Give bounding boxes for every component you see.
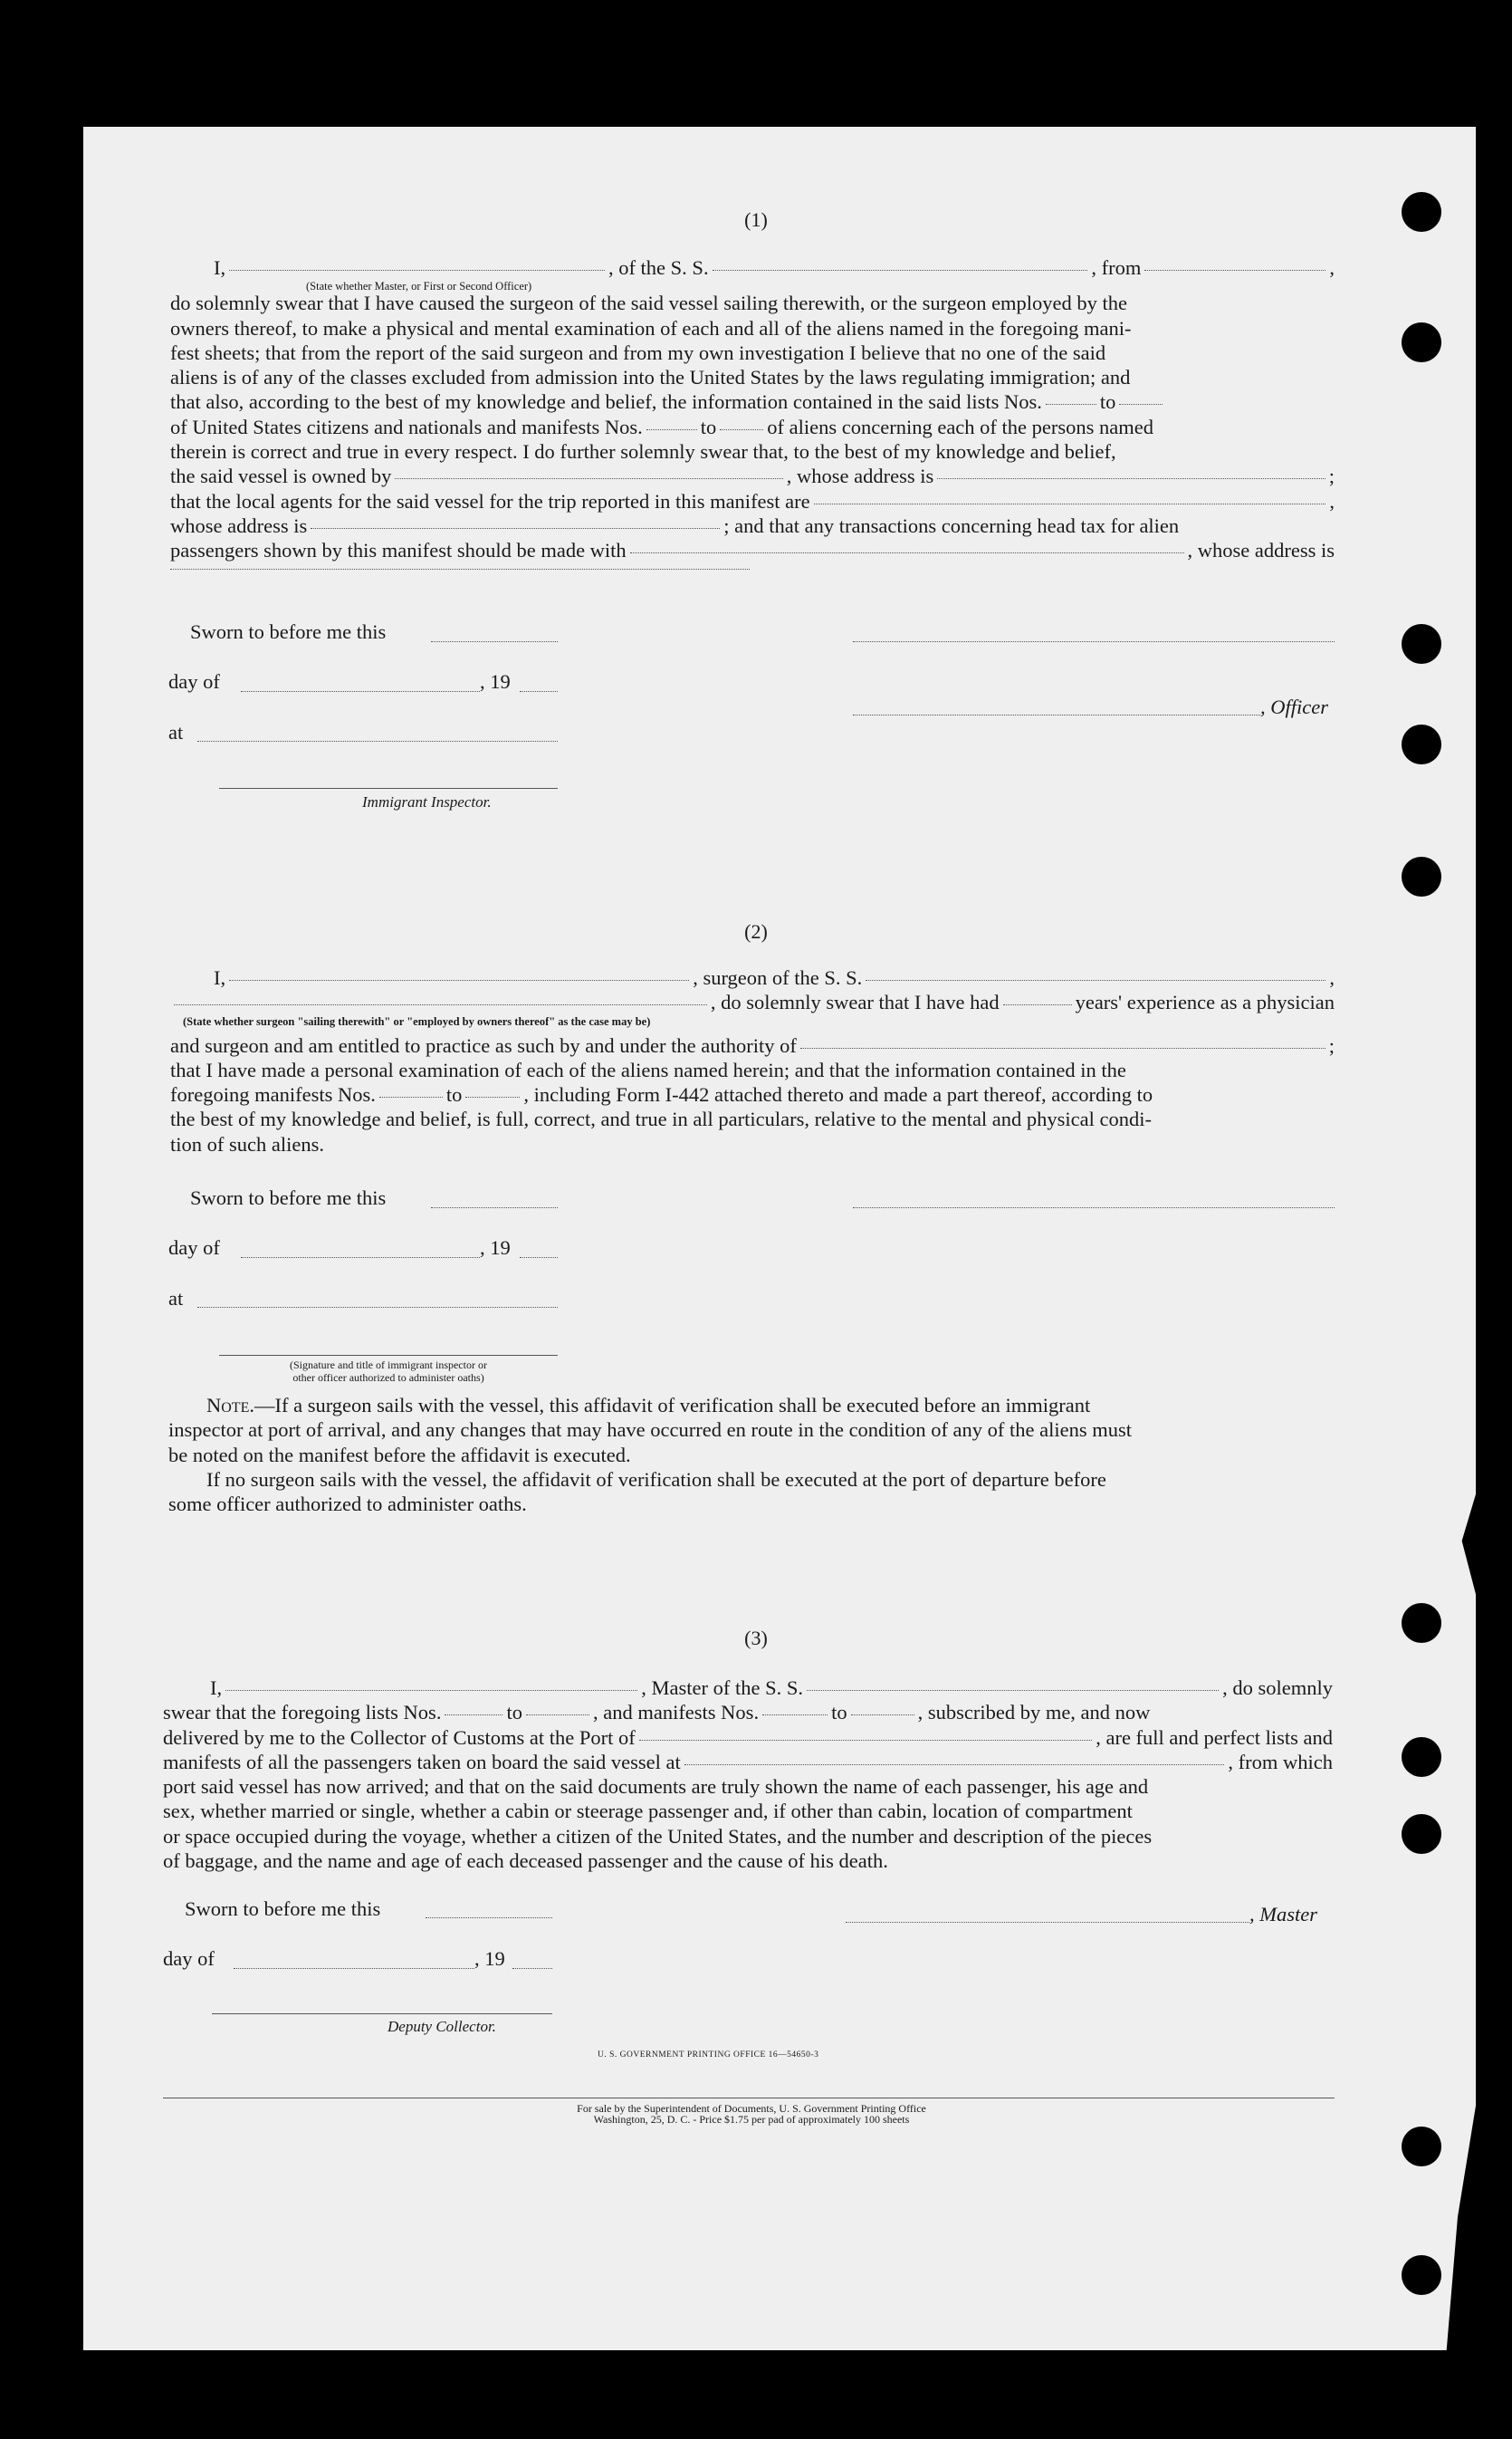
authority-field[interactable] xyxy=(800,1048,1325,1049)
agent-address-field[interactable] xyxy=(311,528,720,529)
s2-line-4: that I have made a personal examination of each of the aliens named herein; and that the information contained in the xyxy=(170,1058,1126,1081)
s2-authority: and surgeon and am entitled to practice as such by and under the authority of xyxy=(170,1033,797,1057)
s3-list-from-field[interactable] xyxy=(445,1714,502,1715)
years-experience-field[interactable] xyxy=(1003,1004,1072,1005)
s3-from-which: , from which xyxy=(1228,1750,1333,1773)
s2-line-6: the best of my knowledge and belief, is full, correct, and true in all particulars, relative to the mental and physical condi- xyxy=(170,1108,1153,1131)
section-2-number: (2) xyxy=(744,920,768,943)
note-line-2: inspector at port of arrival, and any changes that may have occurred en route in the condition of any of the aliens must xyxy=(168,1418,1133,1442)
s3-full-perfect: , are full and perfect lists and xyxy=(1096,1725,1333,1749)
s2-line-7: tion of such aliens. xyxy=(170,1132,324,1156)
punch-hole xyxy=(1402,2127,1441,2166)
s1-day-field[interactable] xyxy=(241,691,480,692)
s1-at-field[interactable] xyxy=(197,741,558,742)
punch-hole xyxy=(1402,725,1441,764)
section-3-oath xyxy=(163,1676,1333,1873)
s1-of-ss: , of the S. S. xyxy=(608,256,709,279)
s2-surgeon-signature-field[interactable] xyxy=(853,1207,1335,1208)
s3-subscribed: , subscribed by me, and now xyxy=(917,1701,1151,1724)
gpo-imprint: U. S. GOVERNMENT PRINTING OFFICE 16—54650-3 xyxy=(598,2050,819,2060)
s3-manifests: , and manifests Nos. xyxy=(592,1701,760,1724)
s3-day-of: day of xyxy=(163,1947,215,1970)
s2-semicolon: ; xyxy=(1328,1033,1335,1057)
s1-inspector-label: Immigrant Inspector. xyxy=(362,793,492,811)
s2-manifest-to-field[interactable] xyxy=(465,1097,520,1098)
sale-line-1: For sale by the Superintendent of Documents, U. S. Government Printing Office xyxy=(577,2102,926,2115)
s3-i: I, xyxy=(210,1676,223,1699)
s2-caption-line-1: (Signature and title of immigrant inspector or xyxy=(290,1359,487,1371)
s1-state-whether: (State whether Master, or First or Second Officer) xyxy=(306,280,532,293)
surgeon-status-field[interactable] xyxy=(174,1004,707,1005)
manifest-from-field[interactable] xyxy=(646,429,697,430)
s1-inspector-signature-field[interactable] xyxy=(219,788,558,789)
s3-master-label: , Master xyxy=(1249,1903,1317,1925)
s3-lists: swear that the foregoing lists Nos. xyxy=(163,1701,442,1724)
s1-from: , from xyxy=(1091,256,1142,279)
s2-surgeon-of: , surgeon of the S. S. xyxy=(693,966,863,989)
head-tax-contact-field[interactable] xyxy=(630,552,1184,553)
s1-at: at xyxy=(168,721,184,744)
s3-vessel-field[interactable] xyxy=(807,1690,1219,1691)
s1-owned-by: the said vessel is owned by xyxy=(170,465,392,488)
s3-to-2: to xyxy=(831,1701,847,1724)
list-to-field[interactable] xyxy=(1119,404,1163,405)
s3-master-signature-field[interactable] xyxy=(846,1922,1249,1923)
s3-do-solemnly: , do solemnly xyxy=(1222,1676,1333,1699)
punch-hole xyxy=(1402,1814,1441,1854)
s2-day-of: day of xyxy=(168,1236,220,1259)
s1-whose-address-is: , whose address is xyxy=(1187,539,1335,562)
s1-line-2: owners thereof, to make a physical and mental examination of each and all of the aliens named in the foregoing mani- xyxy=(170,316,1132,340)
s2-caption-line-2: other officer authorized to administer oaths) xyxy=(292,1371,484,1384)
manifest-to-field[interactable] xyxy=(720,429,763,430)
s2-state-whether: (State whether surgeon "sailing therewith" or "employed by owners thereof" as the case may be) xyxy=(183,1014,651,1028)
s3-sworn: Sworn to before me this xyxy=(185,1897,381,1920)
sale-line-2: Washington, 25, D. C. - Price $1.75 per pad of approximately 100 sheets xyxy=(593,2113,910,2126)
s1-to: to xyxy=(700,415,717,438)
s1-agent-address: whose address is xyxy=(170,514,308,537)
s1-officer-label: , Officer xyxy=(1260,696,1328,718)
s1-line-4: aliens is of any of the classes excluded from admission into the United States by the laws regulating immigration; and xyxy=(170,366,1131,389)
s3-collector: delivered by me to the Collector of Customs at the Port of xyxy=(163,1725,636,1749)
s1-to: to xyxy=(1099,390,1116,414)
punch-hole xyxy=(1402,1737,1441,1777)
s3-sworn-date-field[interactable] xyxy=(426,1917,552,1918)
s1-line-5: that also, according to the best of my knowledge and belief, the information contained in the said lists Nos. xyxy=(170,390,1042,414)
punch-hole xyxy=(1402,2255,1441,2295)
note-line-3: be noted on the manifest before the affidavit is executed. xyxy=(168,1443,631,1466)
s2-manifest-from-field[interactable] xyxy=(379,1097,443,1098)
s2-sworn-date-field[interactable] xyxy=(431,1207,558,1208)
s2-vessel-field[interactable] xyxy=(866,980,1325,981)
s2-at-field[interactable] xyxy=(197,1307,558,1308)
s2-manifests: foregoing manifests Nos. xyxy=(170,1083,376,1107)
s1-line-1: do solemnly swear that I have caused the surgeon of the said vessel sailing therewith, or the surgeon employed by the xyxy=(170,292,1128,315)
note-line-5: some officer authorized to administer oaths. xyxy=(168,1493,527,1516)
s2-i: I, xyxy=(214,966,226,989)
s3-to: to xyxy=(506,1701,522,1724)
departure-port-field[interactable] xyxy=(1144,270,1325,271)
section-1-oath: I, , of the S. S. , from , (State whether Master, or First or Second Officer) do solemnly swear that I have caused the surgeon of the said vessel sailing therewith, or the surgeon employed by the owners thereof, to make a physical and mental examination of each and all of the aliens named in the foregoing mani- fest sheets; that from the report of the said surgeon and from my own investigation I believe that no one of the said aliens is of any of the classes excluded from admission into the United States by the laws regulating immigration; and that also, according to the best of my knowledge and belief, the information contained in the said lists Nos. to of United States citizens and nationals and manifests Nos. to of aliens concerning each of the persons named therein is correct and true in every respect. I do further solemnly swear that, to the best of my knowledge and belief, the said vessel is owned by , whose address is ; that the local agents for the said vessel for the trip reported in this manifest are , whose address is ; and that any transactions concerning head tax for alien passengers shown by this manifest should be made with , whose address is xyxy=(170,255,1335,573)
s1-line-6: of United States citizens and nationals and manifests Nos. xyxy=(170,415,643,438)
section-1-number: (1) xyxy=(744,208,768,231)
s3-deputy-signature-field[interactable] xyxy=(212,2013,552,2014)
s3-manifest-to-field[interactable] xyxy=(851,1714,914,1715)
s1-line-6c: of aliens concerning each of the persons named xyxy=(767,415,1153,438)
s3-line-6: sex, whether married or single, whether a cabin or steerage passenger and, if other than cabin, location of compartment xyxy=(163,1800,1133,1823)
s1-day-of: day of xyxy=(168,670,220,693)
s1-comma: , xyxy=(1329,489,1335,513)
s3-year-field[interactable] xyxy=(512,1968,552,1969)
vessel-name-field[interactable] xyxy=(713,270,1088,271)
punch-hole xyxy=(1402,624,1441,664)
note-line-4: If no surgeon sails with the vessel, the affidavit of verification shall be executed at the port of departure before xyxy=(206,1467,1106,1491)
port-of-arrival-field[interactable] xyxy=(639,1740,1092,1741)
s1-i: I, xyxy=(214,256,226,279)
s2-do-swear: , do solemnly swear that I have had xyxy=(710,991,1000,1014)
s3-year: , 19 xyxy=(474,1947,505,1970)
list-from-field[interactable] xyxy=(1046,404,1096,405)
s2-day-field[interactable] xyxy=(241,1257,480,1258)
punch-hole xyxy=(1402,857,1441,897)
s2-signature-caption xyxy=(219,1359,558,1384)
owner-field[interactable] xyxy=(395,478,782,479)
head-tax-address-field[interactable] xyxy=(170,569,750,570)
section-3-number: (3) xyxy=(744,1627,768,1649)
master-name-field[interactable] xyxy=(225,1690,637,1691)
note-line-1: —If a surgeon sails with the vessel, this affidavit of verification shall be executed before an immigrant xyxy=(254,1394,1091,1416)
s3-line-5: port said vessel has now arrived; and that on the said documents are truly shown the name of each passenger, his age and xyxy=(163,1775,1149,1799)
s1-semicolon: ; xyxy=(1328,465,1335,488)
s2-at: at xyxy=(168,1287,184,1310)
s2-to: to xyxy=(445,1083,463,1107)
s2-year-field[interactable] xyxy=(520,1257,558,1258)
surgeon-name-field[interactable] xyxy=(229,980,689,981)
s2-inspector-signature-field[interactable] xyxy=(219,1355,558,1356)
section-2-oath: I, , surgeon of the S. S. , , do solemnly swear that I have had years' experience as a physician (State whether surgeon "sailing therewith" or "employed by owners thereof" as the case may be) and surgeon and am entitled to practice as such by and under the authority of ; that I have made a personal examination of each of the aliens named herein; and that the information contained in the foregoing manifests Nos. to , including Form I-442 attached thereto and made a part thereof, according to the best of my knowledge and belief, is full, correct, and true in all particulars, relative to the mental and physical condi- tion of such aliens. xyxy=(170,966,1335,1156)
s1-year-field[interactable] xyxy=(520,691,558,692)
footer-sale-notice xyxy=(389,2103,1114,2125)
s3-manifest-from-field[interactable] xyxy=(762,1714,828,1715)
s2-including: , including Form I-442 attached thereto and made a part thereof, according to xyxy=(523,1083,1153,1107)
s3-master-of: , Master of the S. S. xyxy=(641,1676,803,1699)
s2-years: years' experience as a physician xyxy=(1075,991,1335,1014)
s2-note xyxy=(168,1393,1335,1516)
s1-head-tax: ; and that any transactions concerning head tax for alien xyxy=(723,514,1180,537)
s1-made-with: passengers shown by this manifest should be made with xyxy=(170,539,627,562)
s3-line-7: or space occupied during the voyage, whether a citizen of the United States, and the number and description of the pieces xyxy=(163,1824,1153,1848)
s1-year: , 19 xyxy=(480,670,511,693)
s3-taken-aboard: manifests of all the passengers taken on board the said vessel at xyxy=(163,1750,681,1773)
s3-list-to-field[interactable] xyxy=(526,1714,589,1715)
note-label: Note. xyxy=(206,1394,254,1416)
s3-day-field[interactable] xyxy=(234,1968,474,1969)
s2-year: , 19 xyxy=(480,1236,511,1259)
s1-line-7: therein is correct and true in every respect. I do further solemnly swear that, to the best of my knowledge and belief, xyxy=(170,440,1116,464)
port-of-embarkation-field[interactable] xyxy=(684,1764,1225,1765)
s1-whose-address: , whose address is xyxy=(786,465,934,488)
s3-deputy-label: Deputy Collector. xyxy=(388,2018,496,2035)
punch-hole xyxy=(1402,322,1441,362)
officer-name-field[interactable] xyxy=(229,270,605,271)
s2-sworn: Sworn to before me this xyxy=(190,1186,387,1209)
s1-local-agents: that the local agents for the said vessel for the trip reported in this manifest are xyxy=(170,489,810,513)
s1-sworn-date-field[interactable] xyxy=(431,641,558,642)
owner-address-field[interactable] xyxy=(937,478,1325,479)
s1-line-3: fest sheets; that from the report of the said surgeon and from my own investigation I believe that no one of the said xyxy=(170,341,1106,364)
s1-sworn: Sworn to before me this xyxy=(190,620,387,643)
s1-officer-signature-field[interactable] xyxy=(853,641,1335,642)
s3-line-8: of baggage, and the name and age of each deceased passenger and the cause of his death. xyxy=(163,1849,888,1873)
